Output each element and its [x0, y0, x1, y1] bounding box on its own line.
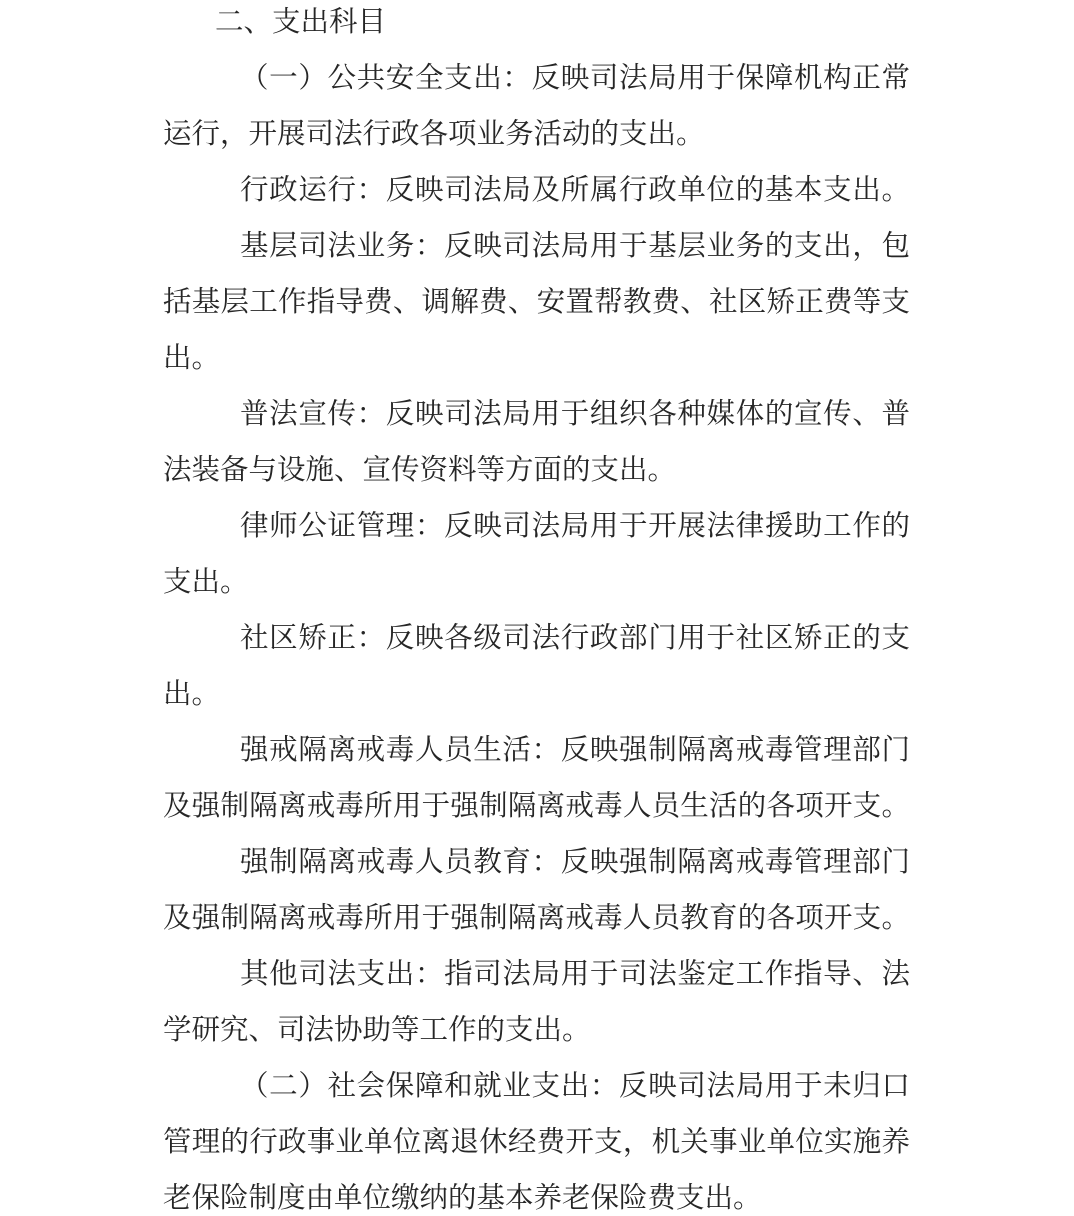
paragraph-drug-rehab-education — [163, 835, 910, 947]
text-line: 强戒隔离戒毒人员生活：反映强制隔离戒毒管理部门 — [240, 735, 910, 766]
text-line: 及强制隔离戒毒所用于强制隔离戒毒人员生活的各项开支。 — [163, 791, 910, 822]
text-line: 运行，开展司法行政各项业务活动的支出。 — [163, 119, 705, 150]
text-line: 法装备与设施、宣传资料等方面的支出。 — [163, 455, 677, 486]
text-line: 基层司法业务：反映司法局用于基层业务的支出，包 — [240, 231, 910, 262]
paragraph-other-judicial — [163, 947, 910, 1059]
paragraph-drug-rehab-living — [163, 723, 910, 835]
text-line: （一）公共安全支出：反映司法局用于保障机构正常 — [240, 63, 910, 94]
text-line: 括基层工作指导费、调解费、安置帮教费、社区矫正费等支 — [163, 287, 910, 318]
text-line: 出。 — [163, 343, 221, 374]
text-line: 其他司法支出：指司法局用于司法鉴定工作指导、法 — [240, 959, 910, 990]
text-line: 学研究、司法协助等工作的支出。 — [163, 1015, 591, 1046]
text-line: 普法宣传：反映司法局用于组织各种媒体的宣传、普 — [240, 399, 910, 430]
document-body — [163, 0, 910, 1216]
paragraph-community-correction — [163, 611, 910, 723]
paragraph-grassroots-judicial — [163, 219, 910, 387]
paragraph-law-publicity — [163, 387, 910, 499]
text-line: 强制隔离戒毒人员教育：反映强制隔离戒毒管理部门 — [240, 847, 910, 878]
section-heading-line: 二、支出科目 — [215, 7, 387, 38]
text-line: （二）社会保障和就业支出：反映司法局用于未归口 — [240, 1071, 910, 1102]
text-line: 行政运行：反映司法局及所属行政单位的基本支出。 — [240, 175, 910, 206]
paragraph-lawyer-notary — [163, 499, 910, 611]
paragraph-administrative-operation — [163, 163, 910, 219]
text-line: 老保险制度由单位缴纳的基本养老保险费支出。 — [163, 1183, 762, 1214]
paragraph-social-security-employment — [163, 1059, 910, 1216]
section-heading — [163, 0, 910, 51]
text-line: 出。 — [163, 679, 221, 710]
paragraph-public-safety — [163, 51, 910, 163]
text-line: 支出。 — [163, 567, 249, 598]
text-line: 社区矫正：反映各级司法行政部门用于社区矫正的支 — [240, 623, 910, 654]
text-line: 管理的行政事业单位离退休经费开支，机关事业单位实施养 — [163, 1127, 910, 1158]
text-line: 及强制隔离戒毒所用于强制隔离戒毒人员教育的各项开支。 — [163, 903, 910, 934]
text-line: 律师公证管理：反映司法局用于开展法律援助工作的 — [240, 511, 910, 542]
